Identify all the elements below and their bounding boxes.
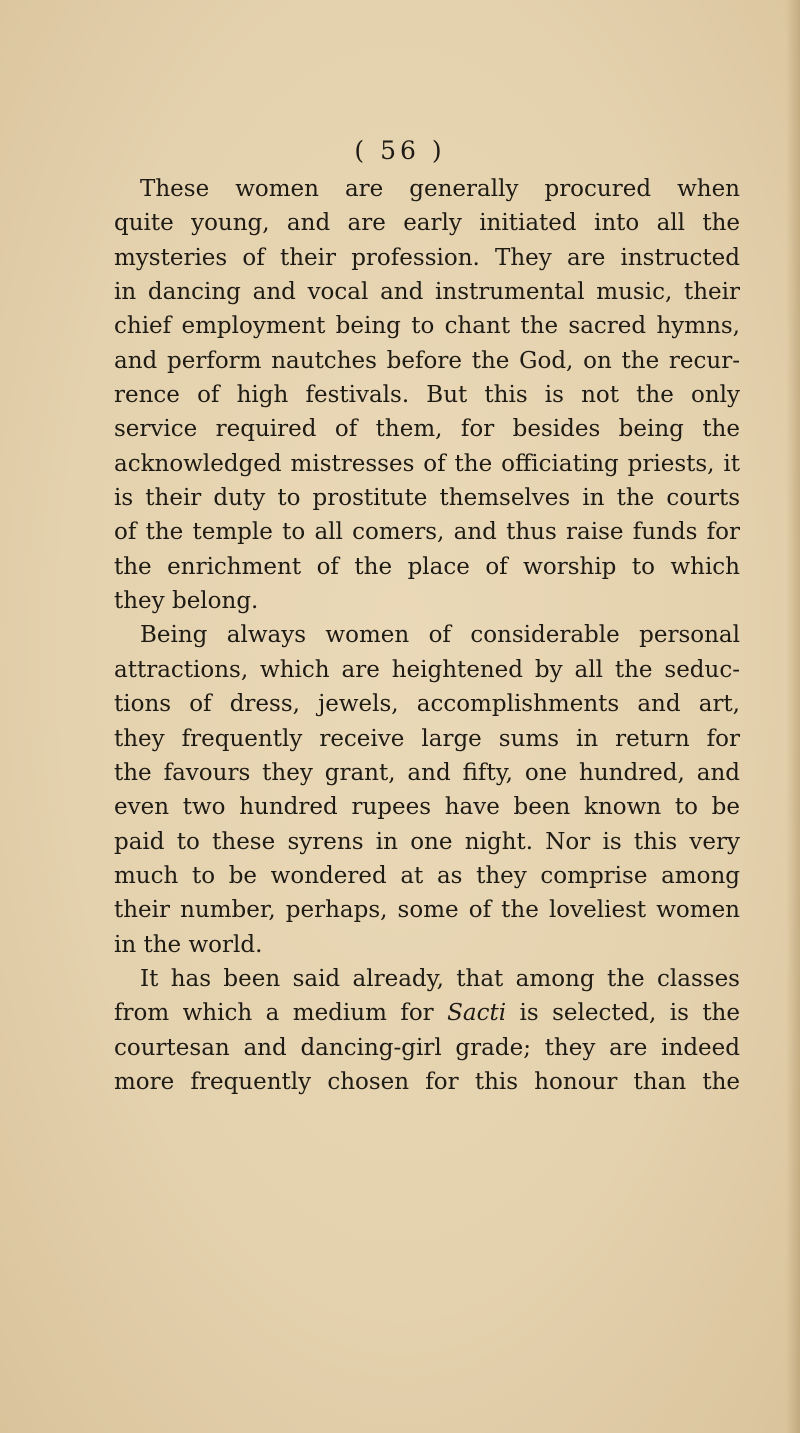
body-text bbox=[114, 172, 740, 1099]
text-line: their number, perhaps, some of the loveliest women bbox=[114, 897, 740, 924]
text-line: is their duty to prostitute themselves in the courts bbox=[114, 485, 740, 512]
text-line: of the temple to all comers, and thus raise funds for bbox=[114, 519, 740, 546]
text-line: acknowledged mistresses of the officiating priests, it bbox=[114, 450, 740, 477]
text-line: they frequently receive large sums in return for bbox=[114, 725, 740, 752]
text-line: service required of them, for besides being the bbox=[114, 416, 740, 443]
text-line-with-italic bbox=[114, 996, 740, 1030]
text-line: tions of dress, jewels, accomplishments and art, bbox=[114, 691, 740, 718]
text-line: in dancing and vocal and instrumental music, their bbox=[114, 279, 740, 306]
page-edge-shadow bbox=[786, 0, 800, 1433]
text-line: much to be wondered at as they comprise among bbox=[114, 862, 740, 889]
text-line: in the world. bbox=[114, 931, 263, 958]
text-line: they belong. bbox=[114, 588, 259, 615]
text-line: the enrichment of the place of worship to which bbox=[114, 553, 740, 580]
text-line: the favours they grant, and fifty, one hundred, and bbox=[114, 759, 740, 786]
text-line: These women are generally procured when bbox=[140, 176, 740, 202]
text-line: courtesan and dancing-girl grade; they are indeed bbox=[114, 1034, 740, 1061]
text-line: rence of high festivals. But this is not the only bbox=[114, 382, 740, 409]
text-line: chief employment being to chant the sacred hymns, bbox=[114, 313, 740, 340]
text-line: more frequently chosen for this honour than the bbox=[114, 1068, 740, 1095]
text-line: attractions, which are heightened by all the seduc- bbox=[114, 656, 740, 683]
text-line: quite young, and are early initiated into all the bbox=[114, 210, 740, 237]
text-line: and perform nautches before the God, on the recur- bbox=[114, 347, 740, 374]
page-number: ( 56 ) bbox=[354, 136, 446, 165]
text-line: It has been said already, that among the classes bbox=[140, 965, 740, 992]
text-line: paid to these syrens in one night. Nor is this very bbox=[114, 828, 740, 855]
text-segment: from which a medium for bbox=[114, 1000, 448, 1027]
text-segment: is selected, is the bbox=[506, 1000, 740, 1027]
text-line: even two hundred rupees have been known to be bbox=[114, 794, 740, 821]
text-line: mysteries of their profession. They are instructed bbox=[114, 244, 740, 271]
italic-term: Sacti bbox=[447, 1000, 507, 1027]
text-line: Being always women of considerable personal bbox=[140, 622, 740, 649]
